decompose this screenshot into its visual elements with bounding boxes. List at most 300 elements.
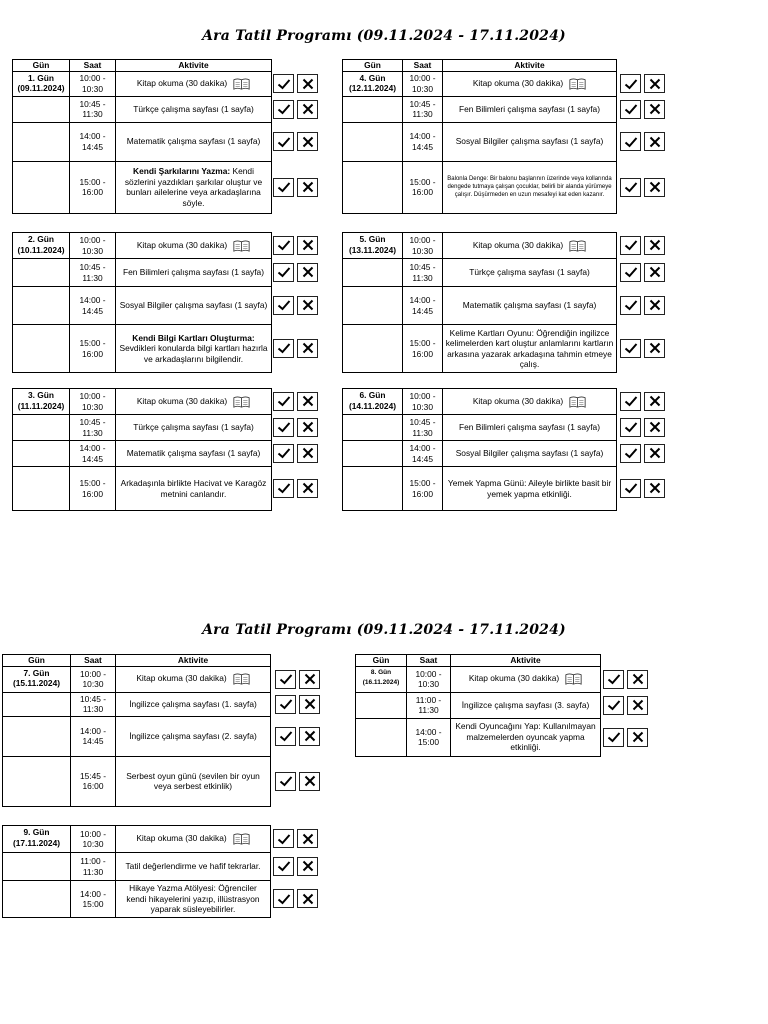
activity-cell xyxy=(116,325,272,373)
book-icon xyxy=(569,78,586,90)
book-icon xyxy=(565,673,582,685)
day-cell-empty xyxy=(13,96,70,122)
done-toggle-group xyxy=(273,392,318,411)
activity-text: Kitap okuma (30 dakika) xyxy=(468,673,560,684)
activity-text: Tatil değerlendirme ve hafif tekrarlar. xyxy=(125,861,261,872)
done-toggle-group xyxy=(620,479,665,498)
cross-icon[interactable] xyxy=(297,178,318,197)
day-label xyxy=(13,389,70,415)
cross-icon[interactable] xyxy=(297,418,318,437)
cross-icon[interactable] xyxy=(644,132,665,151)
table-row xyxy=(343,415,617,441)
activity-cell xyxy=(451,692,601,718)
check-icon[interactable] xyxy=(620,392,641,411)
time-cell: 14:00 - 14:45 xyxy=(403,122,443,161)
day-cell-empty xyxy=(3,692,71,716)
day-label xyxy=(3,826,71,853)
time-cell: 15:00 - 16:00 xyxy=(70,325,116,373)
day-cell-empty xyxy=(3,853,71,881)
schedule-table-day-9 xyxy=(2,825,271,918)
day-label xyxy=(343,71,403,96)
check-icon[interactable] xyxy=(620,236,641,255)
schedule-table-day-2 xyxy=(12,232,272,373)
activity-cell xyxy=(116,441,272,467)
activity-text: İngilizce çalışma sayfası (2. sayfa) xyxy=(129,730,257,741)
time-cell: 10:00 - 10:30 xyxy=(70,233,116,259)
time-cell: 14:00 - 14:45 xyxy=(70,441,116,467)
day-cell-empty xyxy=(13,287,70,325)
cross-icon[interactable] xyxy=(297,444,318,463)
time-cell: 14:00 - 14:45 xyxy=(70,287,116,325)
done-toggle-group xyxy=(620,263,665,282)
header-time: Saat xyxy=(403,60,443,72)
page-title: Ara Tatil Programı (09.11.2024 - 17.11.2024) xyxy=(202,28,566,44)
check-icon[interactable] xyxy=(273,100,294,119)
day-number: 6. Gün xyxy=(359,390,386,400)
time-cell: 15:00 - 16:00 xyxy=(70,161,116,213)
done-toggle-group xyxy=(620,100,665,119)
time-cell: 15:00 - 16:00 xyxy=(403,161,443,213)
book-icon xyxy=(569,240,586,252)
time-cell: 10:45 - 11:30 xyxy=(403,415,443,441)
day-label xyxy=(356,666,407,692)
check-icon[interactable] xyxy=(620,178,641,197)
done-toggle-group xyxy=(620,178,665,197)
cross-icon[interactable] xyxy=(644,100,665,119)
check-icon[interactable] xyxy=(275,695,296,714)
time-cell: 14:00 - 14:45 xyxy=(70,122,116,161)
check-icon[interactable] xyxy=(620,263,641,282)
day-cell-empty xyxy=(13,259,70,287)
check-icon[interactable] xyxy=(620,74,641,93)
table-header-row xyxy=(356,655,601,667)
done-toggle-group xyxy=(275,727,320,746)
cross-icon[interactable] xyxy=(299,670,320,689)
activity-text: Kitap okuma (30 dakika) xyxy=(472,239,564,250)
table-row xyxy=(356,666,601,692)
time-cell: 10:00 - 10:30 xyxy=(403,389,443,415)
done-toggle-group xyxy=(273,479,318,498)
schedule-table-day-6 xyxy=(342,388,617,511)
book-icon xyxy=(233,240,250,252)
table-row xyxy=(3,756,271,806)
time-cell: 14:00 - 15:00 xyxy=(407,718,451,756)
cross-icon[interactable] xyxy=(297,100,318,119)
activity-text: Sosyal Bilgiler çalışma sayfası (1 sayfa) xyxy=(119,300,268,311)
activity-cell xyxy=(116,71,272,96)
activity-cell xyxy=(443,96,617,122)
cross-icon[interactable] xyxy=(644,236,665,255)
activity-text: Matematik çalışma sayfası (1 sayfa) xyxy=(126,136,261,147)
activity-title: Kendi Bilgi Kartları Oluşturma: xyxy=(132,332,255,343)
day-number: 5. Gün xyxy=(359,234,386,244)
check-icon[interactable] xyxy=(620,296,641,315)
book-icon xyxy=(569,396,586,408)
activity-cell xyxy=(116,826,271,853)
time-cell: 10:00 - 10:30 xyxy=(71,666,116,692)
time-cell: 14:00 - 15:00 xyxy=(71,881,116,918)
day-date: (13.11.2024) xyxy=(348,244,397,255)
day-number: 9. Gün xyxy=(23,827,50,837)
day-cell-empty xyxy=(356,692,407,718)
done-toggle-group xyxy=(620,296,665,315)
book-icon xyxy=(233,78,250,90)
activity-cell xyxy=(116,161,272,213)
done-toggle-group xyxy=(620,74,665,93)
day-number: 1. Gün xyxy=(27,72,55,83)
table-row xyxy=(3,716,271,756)
header-activity: Aktivite xyxy=(116,655,271,667)
check-icon[interactable] xyxy=(273,857,294,876)
day-date: (14.11.2024) xyxy=(348,400,397,411)
activity-text: Türkçe çalışma sayfası (1 sayfa) xyxy=(133,103,254,114)
schedule-table-day-1 xyxy=(12,59,272,214)
cross-icon[interactable] xyxy=(297,339,318,358)
table-row xyxy=(343,441,617,467)
day-cell-empty xyxy=(343,122,403,161)
done-toggle-group xyxy=(620,132,665,151)
check-icon[interactable] xyxy=(273,889,294,908)
table-row xyxy=(13,415,272,441)
check-icon[interactable] xyxy=(620,339,641,358)
cross-icon[interactable] xyxy=(644,74,665,93)
check-icon[interactable] xyxy=(273,392,294,411)
activity-text: Matematik çalışma sayfası (1 sayfa) xyxy=(462,300,597,311)
day-number: 8. Gün xyxy=(370,668,392,676)
done-toggle-group xyxy=(273,889,318,908)
check-icon[interactable] xyxy=(273,178,294,197)
day-cell-empty xyxy=(13,122,70,161)
done-toggle-group xyxy=(275,772,320,791)
header-day: Gün xyxy=(13,60,70,72)
activity-cell xyxy=(116,259,272,287)
table-header-row xyxy=(343,60,617,72)
cross-icon[interactable] xyxy=(627,696,648,715)
activity-text: Kitap okuma (30 dakika) xyxy=(136,239,228,250)
check-icon[interactable] xyxy=(273,479,294,498)
day-cell-empty xyxy=(13,467,70,511)
activity-text: Türkçe çalışma sayfası (1 sayfa) xyxy=(469,267,590,278)
cross-icon[interactable] xyxy=(299,695,320,714)
header-day: Gün xyxy=(343,60,403,72)
cross-icon[interactable] xyxy=(644,339,665,358)
table-row xyxy=(13,96,272,122)
done-toggle-group xyxy=(273,296,318,315)
table-row xyxy=(13,287,272,325)
activity-text: Kitap okuma (30 dakika) xyxy=(136,673,227,684)
done-toggle-group xyxy=(273,339,318,358)
day-cell-empty xyxy=(343,96,403,122)
table-row xyxy=(13,71,272,96)
activity-cell xyxy=(443,71,617,96)
schedule-table-day-8 xyxy=(355,654,601,757)
table-header-row xyxy=(3,655,271,667)
day-number: 4. Gün xyxy=(359,72,386,83)
table-row xyxy=(3,881,271,918)
time-cell: 15:00 - 16:00 xyxy=(403,467,443,511)
table-row xyxy=(3,826,271,853)
activity-cell xyxy=(116,692,271,716)
done-toggle-group xyxy=(273,178,318,197)
table-row xyxy=(13,441,272,467)
activity-text: Kitap okuma (30 dakika) xyxy=(472,395,564,406)
cross-icon[interactable] xyxy=(297,296,318,315)
cross-icon[interactable] xyxy=(644,263,665,282)
done-toggle-group xyxy=(603,728,648,747)
done-toggle-group xyxy=(273,74,318,93)
done-toggle-group xyxy=(620,339,665,358)
activity-cell xyxy=(443,287,617,325)
time-cell: 10:00 - 10:30 xyxy=(403,233,443,259)
day-date: (09.11.2024) xyxy=(17,83,65,93)
header-time: Saat xyxy=(71,655,116,667)
cross-icon[interactable] xyxy=(299,727,320,746)
cross-icon[interactable] xyxy=(297,236,318,255)
day-cell-empty xyxy=(13,325,70,373)
day-label xyxy=(343,389,403,415)
time-cell: 15:45 - 16:00 xyxy=(71,756,116,806)
check-icon[interactable] xyxy=(603,670,624,689)
time-cell: 10:45 - 11:30 xyxy=(70,415,116,441)
done-toggle-group xyxy=(273,132,318,151)
activity-cell xyxy=(116,881,271,918)
activity-cell xyxy=(116,467,272,511)
activity-cell xyxy=(116,389,272,415)
done-toggle-group xyxy=(620,236,665,255)
table-row xyxy=(343,467,617,511)
day-cell-empty xyxy=(13,415,70,441)
table-row xyxy=(13,233,272,259)
cross-icon[interactable] xyxy=(297,479,318,498)
cross-icon[interactable] xyxy=(644,296,665,315)
activity-cell xyxy=(443,233,617,259)
done-toggle-group xyxy=(273,236,318,255)
cross-icon[interactable] xyxy=(644,444,665,463)
day-date: (17.11.2024) xyxy=(12,837,61,848)
table-row xyxy=(13,161,272,213)
schedule-table-day-3 xyxy=(12,388,272,511)
table-row xyxy=(3,666,271,692)
check-icon[interactable] xyxy=(603,728,624,747)
check-icon[interactable] xyxy=(620,444,641,463)
time-cell: 10:00 - 10:30 xyxy=(70,389,116,415)
table-row xyxy=(343,389,617,415)
activity-text: Serbest oyun günü (sevilen bir oyun veya serbest etkinlik) xyxy=(126,770,260,791)
cross-icon[interactable] xyxy=(297,263,318,282)
time-cell: 10:45 - 11:30 xyxy=(403,96,443,122)
cross-icon[interactable] xyxy=(644,479,665,498)
activity-text: Kitap okuma (30 dakika) xyxy=(472,77,564,88)
done-toggle-group xyxy=(603,670,648,689)
activity-text: Arkadaşınla birlikte Hacivat ve Karagöz metnini canlandır. xyxy=(120,478,267,499)
header-time: Saat xyxy=(70,60,116,72)
day-cell-empty xyxy=(3,756,71,806)
check-icon[interactable] xyxy=(275,772,296,791)
cross-icon[interactable] xyxy=(297,829,318,848)
done-toggle-group xyxy=(275,670,320,689)
activity-cell xyxy=(116,415,272,441)
cross-icon[interactable] xyxy=(297,392,318,411)
table-row xyxy=(13,467,272,511)
activity-text: İngilizce çalışma sayfası (1. sayfa) xyxy=(129,698,257,709)
table-row xyxy=(343,233,617,259)
day-number: 7. Gün xyxy=(23,667,50,678)
table-row xyxy=(13,325,272,373)
time-cell: 11:00 - 11:30 xyxy=(71,853,116,881)
time-cell: 15:00 - 16:00 xyxy=(403,325,443,373)
activity-cell xyxy=(443,325,617,373)
activity-cell xyxy=(116,233,272,259)
activity-cell xyxy=(116,96,272,122)
cross-icon[interactable] xyxy=(299,772,320,791)
done-toggle-group xyxy=(273,444,318,463)
day-date: (15.11.2024) xyxy=(12,678,61,688)
activity-text: Fen Bilimleri çalışma sayfası (1 sayfa) xyxy=(458,422,601,433)
activity-text: Matematik çalışma sayfası (1 sayfa) xyxy=(126,448,261,459)
time-cell: 14:00 - 14:45 xyxy=(403,287,443,325)
book-icon xyxy=(233,833,250,845)
activity-text: Türkçe çalışma sayfası (1 sayfa) xyxy=(133,422,254,433)
activity-text: Kitap okuma (30 dakika) xyxy=(136,833,227,844)
time-cell: 10:00 - 10:30 xyxy=(70,71,116,96)
activity-cell xyxy=(443,389,617,415)
day-date: (12.11.2024) xyxy=(348,83,397,93)
cross-icon[interactable] xyxy=(297,889,318,908)
activity-text: Kendi Oyuncağını Yap: Kullanılmayan malzemelerden oyuncak yapma etkinliği. xyxy=(455,721,596,753)
activity-cell xyxy=(451,718,601,756)
book-icon xyxy=(233,396,250,408)
cross-icon[interactable] xyxy=(644,392,665,411)
done-toggle-group xyxy=(273,829,318,848)
check-icon[interactable] xyxy=(620,418,641,437)
table-row xyxy=(343,122,617,161)
header-activity: Aktivite xyxy=(116,60,272,72)
schedule-table-day-5 xyxy=(342,232,617,373)
table-row xyxy=(343,71,617,96)
activity-text: Kitap okuma (30 dakika) xyxy=(136,395,228,406)
activity-cell xyxy=(443,259,617,287)
table-header-row xyxy=(13,60,272,72)
check-icon[interactable] xyxy=(620,100,641,119)
cross-icon[interactable] xyxy=(297,132,318,151)
cross-icon[interactable] xyxy=(627,728,648,747)
day-cell-empty xyxy=(356,718,407,756)
done-toggle-group xyxy=(620,418,665,437)
table-row xyxy=(3,692,271,716)
check-icon[interactable] xyxy=(273,74,294,93)
day-cell-empty xyxy=(343,415,403,441)
check-icon[interactable] xyxy=(273,418,294,437)
activity-cell xyxy=(116,716,271,756)
day-cell-empty xyxy=(343,325,403,373)
activity-text: Yemek Yapma Günü: Aileyle birlikte basit bir yemek yapma etkinliği. xyxy=(447,478,612,499)
activity-text: Fen Bilimleri çalışma sayfası (1 sayfa) xyxy=(122,267,265,278)
table-row xyxy=(343,96,617,122)
time-cell: 14:00 - 14:45 xyxy=(403,441,443,467)
check-icon[interactable] xyxy=(275,727,296,746)
check-icon[interactable] xyxy=(273,263,294,282)
check-icon[interactable] xyxy=(603,696,624,715)
activity-text: Sevdikleri konularda bilgi kartları hazırla ve arkadaşlarını bilgilendir. xyxy=(119,343,268,364)
check-icon[interactable] xyxy=(273,829,294,848)
check-icon[interactable] xyxy=(620,132,641,151)
check-icon[interactable] xyxy=(275,670,296,689)
day-label xyxy=(3,666,71,692)
activity-text: Sosyal Bilgiler çalışma sayfası (1 sayfa) xyxy=(455,136,604,147)
activity-text: Kelime Kartları Oyunu: Öğrendiğin ingilizce kelimelerden kart oluştur anlamlarını kartların arkasına yazarak arkadaşına tahmin etmeye çalış. xyxy=(445,327,614,369)
cross-icon[interactable] xyxy=(644,418,665,437)
time-cell: 10:45 - 11:30 xyxy=(70,259,116,287)
cross-icon[interactable] xyxy=(627,670,648,689)
activity-text: Hikaye Yazma Atölyesi: Öğrenciler kendi hikayelerini yazıp, illüstrasyon yaparak süsleyebilirler. xyxy=(126,883,260,915)
check-icon[interactable] xyxy=(273,296,294,315)
activity-cell xyxy=(443,415,617,441)
time-cell: 15:00 - 16:00 xyxy=(70,467,116,511)
activity-title: Kendi Şarkılarını Yazma: xyxy=(133,166,231,176)
activity-cell xyxy=(443,467,617,511)
done-toggle-group xyxy=(620,392,665,411)
table-row xyxy=(343,259,617,287)
activity-text: İngilizce çalışma sayfası (3. sayfa) xyxy=(461,699,590,710)
activity-cell xyxy=(116,122,272,161)
header-day: Gün xyxy=(3,655,71,667)
time-cell: 14:00 - 14:45 xyxy=(71,716,116,756)
day-label xyxy=(343,233,403,259)
table-row xyxy=(3,853,271,881)
header-time: Saat xyxy=(407,655,451,667)
day-label xyxy=(13,71,70,96)
activity-cell xyxy=(116,287,272,325)
table-row xyxy=(356,692,601,718)
day-date: (11.11.2024) xyxy=(17,400,65,411)
day-cell-empty xyxy=(13,161,70,213)
cross-icon[interactable] xyxy=(644,178,665,197)
table-row xyxy=(356,718,601,756)
day-label xyxy=(13,233,70,259)
activity-cell xyxy=(116,666,271,692)
day-cell-empty xyxy=(3,716,71,756)
activity-cell xyxy=(116,756,271,806)
time-cell: 10:45 - 11:30 xyxy=(403,259,443,287)
time-cell: 10:00 - 10:30 xyxy=(403,71,443,96)
activity-text: Sosyal Bilgiler çalışma sayfası (1 sayfa) xyxy=(455,448,604,459)
table-row xyxy=(13,122,272,161)
day-cell-empty xyxy=(343,161,403,213)
time-cell: 10:45 - 11:30 xyxy=(70,96,116,122)
page-title-second: Ara Tatil Programı (09.11.2024 - 17.11.2024) xyxy=(202,622,566,638)
cross-icon[interactable] xyxy=(297,74,318,93)
cross-icon[interactable] xyxy=(297,857,318,876)
done-toggle-group xyxy=(273,418,318,437)
check-icon[interactable] xyxy=(273,132,294,151)
check-icon[interactable] xyxy=(273,236,294,255)
time-cell: 10:45 - 11:30 xyxy=(71,692,116,716)
activity-cell xyxy=(451,666,601,692)
activity-text: Fen Bilimleri çalışma sayfası (1 sayfa) xyxy=(458,103,601,114)
time-cell: 11:00 - 11:30 xyxy=(407,692,451,718)
time-cell: 10:00 - 10:30 xyxy=(71,826,116,853)
check-icon[interactable] xyxy=(273,444,294,463)
table-row xyxy=(343,287,617,325)
activity-cell xyxy=(443,122,617,161)
check-icon[interactable] xyxy=(620,479,641,498)
schedule-table-day-7 xyxy=(2,654,271,807)
book-icon xyxy=(233,673,250,685)
activity-cell xyxy=(116,853,271,881)
check-icon[interactable] xyxy=(273,339,294,358)
done-toggle-group xyxy=(273,263,318,282)
done-toggle-group xyxy=(620,444,665,463)
